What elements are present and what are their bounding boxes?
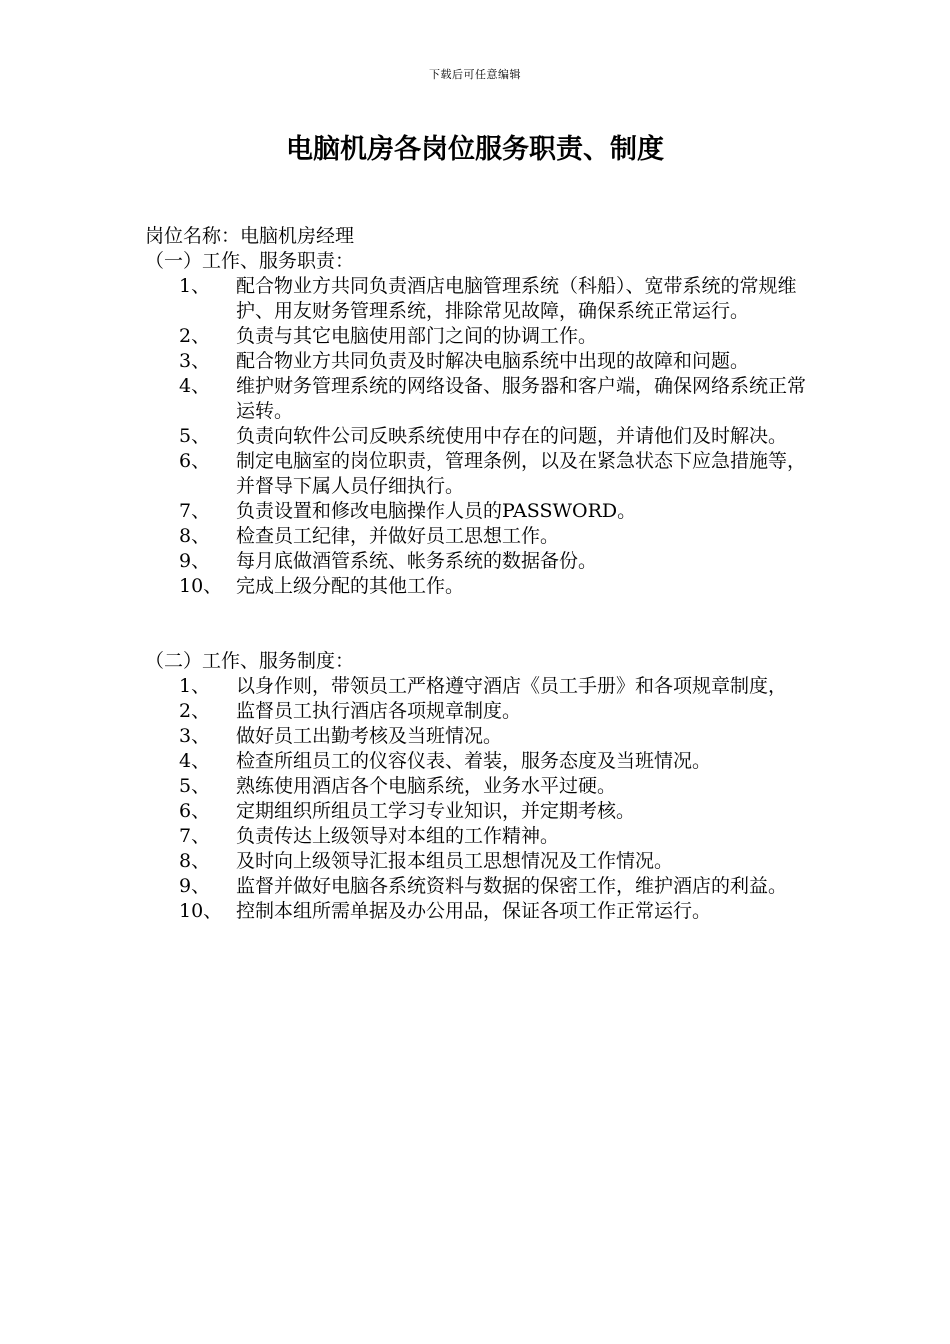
item-text: 监督员工执行酒店各项规章制度。	[236, 700, 522, 722]
item-number: 2、	[179, 700, 211, 722]
item-number: 8、	[179, 525, 211, 547]
item-number: 6、	[179, 450, 211, 472]
item-text: 每月底做酒管系统、帐务系统的数据备份。	[236, 550, 598, 572]
item-text: 检查员工纪律，并做好员工思想工作。	[236, 525, 560, 547]
item-text: 配合物业方共同负责酒店电脑管理系统（科船）、宽带系统的常规维护、用友财务管理系统，排除常见故障，确保系统正常运行。	[236, 275, 797, 322]
item-text: 配合物业方共同负责及时解决电脑系统中出现的故障和问题。	[236, 350, 750, 372]
item-text: 负责设置和修改电脑操作人员的PASSWORD。	[236, 500, 637, 522]
list-item	[145, 274, 810, 324]
item-text: 负责传达上级领导对本组的工作精神。	[236, 825, 560, 847]
item-number: 4、	[179, 750, 211, 772]
item-number: 9、	[179, 875, 211, 897]
item-number: 7、	[179, 500, 211, 522]
list-item	[145, 774, 810, 799]
item-number: 2、	[179, 325, 211, 347]
document-title: 电脑机房各岗位服务职责、制度	[286, 134, 664, 165]
list-item	[145, 699, 810, 724]
list-item	[145, 874, 810, 899]
item-number: 5、	[179, 775, 211, 797]
item-text: 维护财务管理系统的网络设备、服务器和客户端，确保网络系统正常运转。	[236, 375, 807, 422]
list-item	[145, 574, 810, 599]
list-item	[145, 324, 810, 349]
list-item	[145, 374, 810, 424]
section-spacer	[145, 599, 810, 649]
item-number: 10、	[179, 575, 223, 597]
position-name: 岗位名称：电脑机房经理	[145, 225, 355, 247]
rules-list	[145, 674, 810, 924]
list-item	[145, 799, 810, 824]
item-text: 定期组织所组员工学习专业知识，并定期考核。	[236, 800, 636, 822]
list-item	[145, 899, 810, 924]
item-text: 完成上级分配的其他工作。	[236, 575, 465, 597]
section-heading-duties: （一）工作、服务职责：	[145, 250, 355, 272]
item-number: 3、	[179, 725, 211, 747]
list-item	[145, 674, 810, 699]
list-item	[145, 549, 810, 574]
list-item	[145, 849, 810, 874]
item-text: 及时向上级领导汇报本组员工思想情况及工作情况。	[236, 850, 674, 872]
item-number: 5、	[179, 425, 211, 447]
item-text: 做好员工出勤考核及当班情况。	[236, 725, 503, 747]
item-number: 10、	[179, 900, 223, 922]
item-number: 8、	[179, 850, 211, 872]
list-item	[145, 449, 810, 499]
item-text: 检查所组员工的仪容仪表、着装，服务态度及当班情况。	[236, 750, 712, 772]
item-text: 制定电脑室的岗位职责，管理条例，以及在紧急状态下应急措施等，并督导下属人员仔细执行。	[236, 450, 807, 497]
item-number: 7、	[179, 825, 211, 847]
document-body	[145, 224, 810, 924]
item-text: 负责向软件公司反映系统使用中存在的问题，并请他们及时解决。	[236, 425, 788, 447]
list-item	[145, 349, 810, 374]
list-item	[145, 499, 810, 524]
item-text: 熟练使用酒店各个电脑系统，业务水平过硬。	[236, 775, 617, 797]
duties-list	[145, 274, 810, 599]
list-item	[145, 824, 810, 849]
item-number: 1、	[179, 275, 211, 297]
list-item	[145, 424, 810, 449]
item-text: 以身作则，带领员工严格遵守酒店《员工手册》和各项规章制度，	[236, 675, 788, 697]
item-number: 1、	[179, 675, 211, 697]
item-text: 监督并做好电脑各系统资料与数据的保密工作，维护酒店的利益。	[236, 875, 788, 897]
item-number: 4、	[179, 375, 211, 397]
item-text: 负责与其它电脑使用部门之间的协调工作。	[236, 325, 598, 347]
list-item	[145, 524, 810, 549]
item-number: 3、	[179, 350, 211, 372]
list-item	[145, 749, 810, 774]
section-heading-rules: （二）工作、服务制度：	[145, 650, 355, 672]
header-note: 下载后可任意编辑	[429, 68, 521, 81]
item-number: 6、	[179, 800, 211, 822]
item-text: 控制本组所需单据及办公用品，保证各项工作正常运行。	[236, 900, 712, 922]
item-number: 9、	[179, 550, 211, 572]
list-item	[145, 724, 810, 749]
